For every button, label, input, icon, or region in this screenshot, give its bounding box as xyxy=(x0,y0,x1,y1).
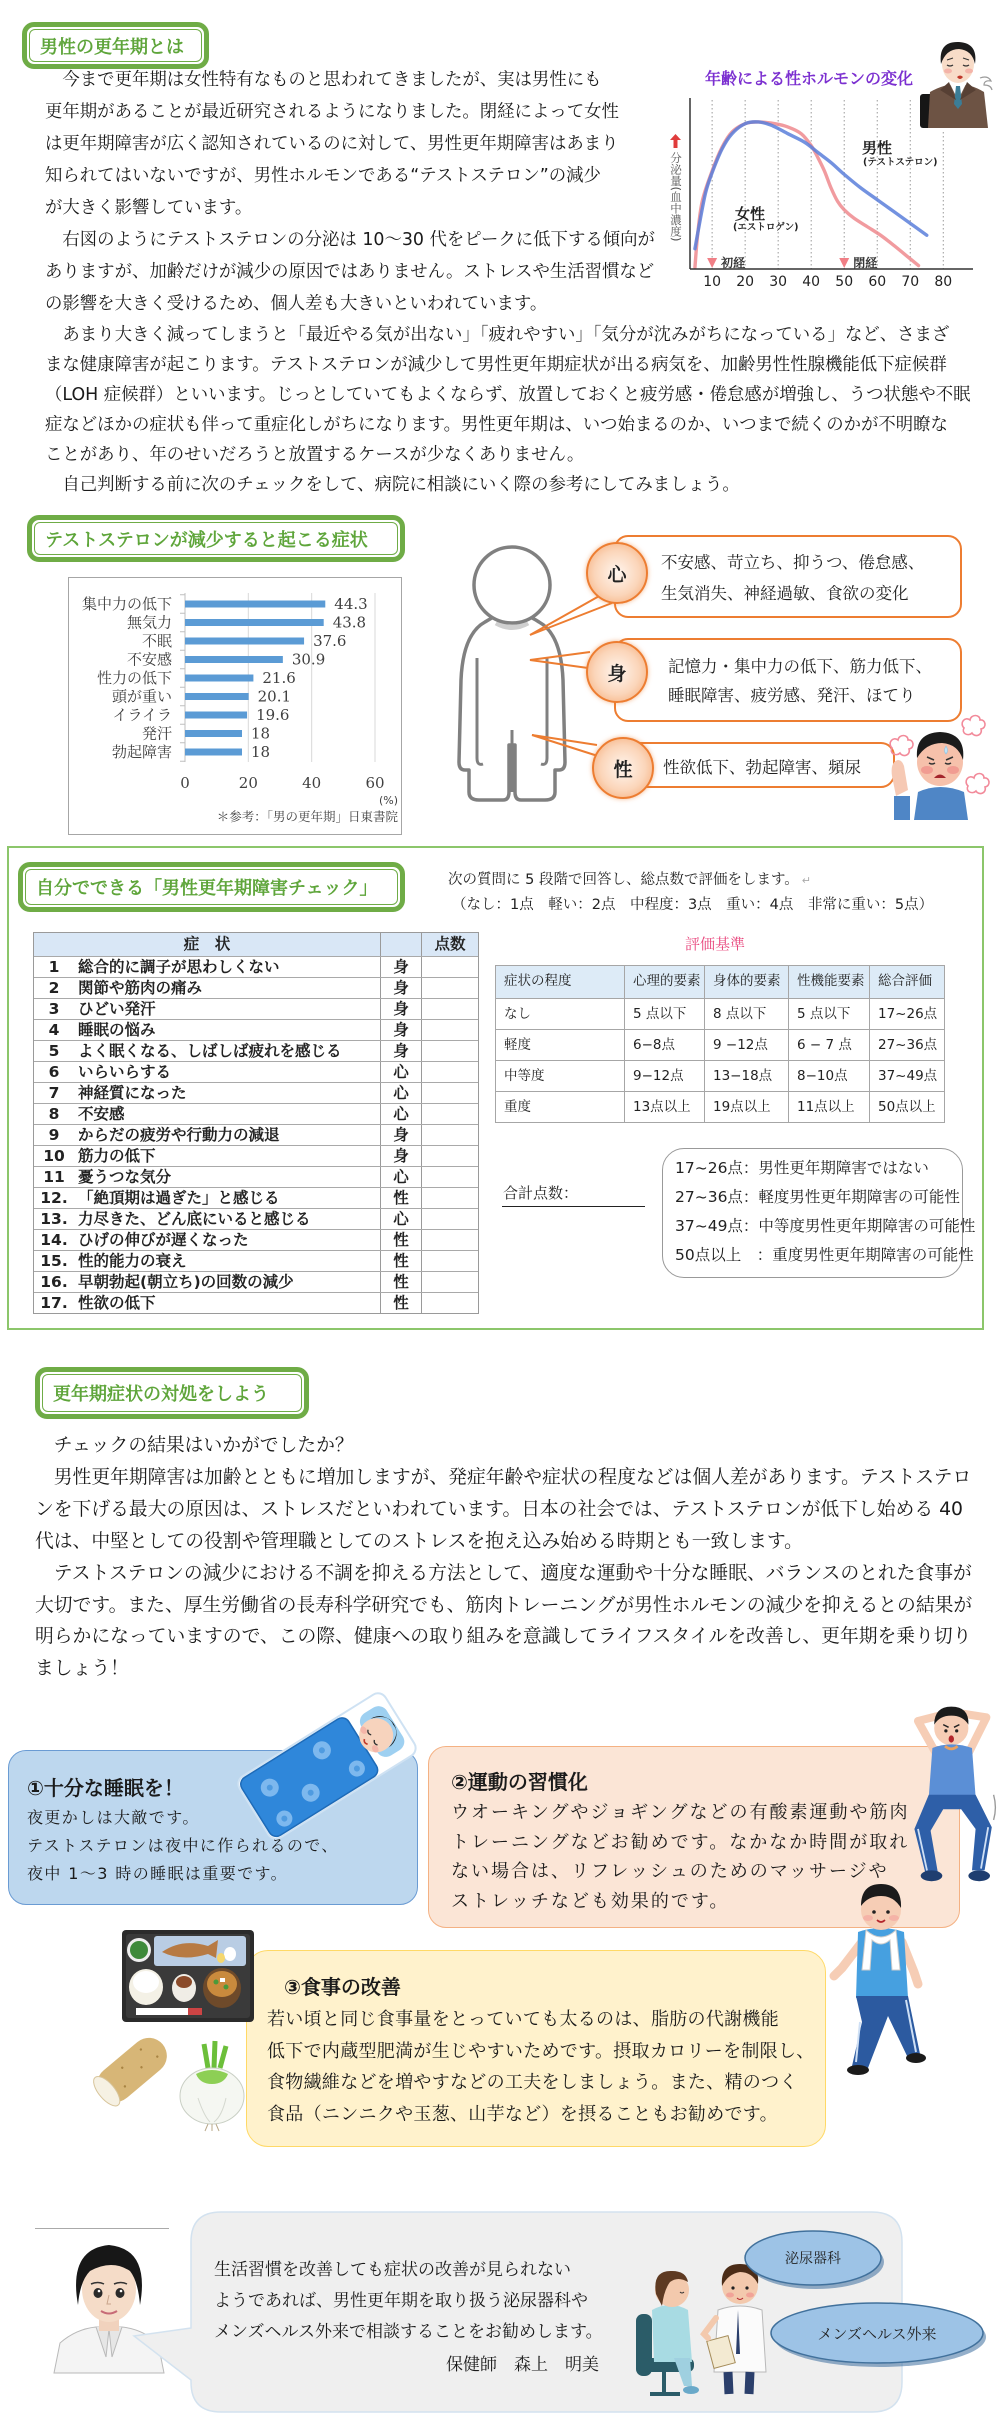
symptom-cell xyxy=(34,1041,380,1061)
text-line: 自己判断する前に次のチェックをして、病院に相談にいく際の参考にしてみましょう。 xyxy=(45,475,740,495)
text-line: 明らかになっていますので、この際、健康への取り組みを意識してライフスタイルを改善し、更年期を乗り切り xyxy=(35,1626,972,1648)
score-cell xyxy=(421,1020,478,1040)
category-circle-body xyxy=(586,641,648,703)
annotation-label: 閉経 xyxy=(853,256,878,270)
symptom-text-body xyxy=(668,652,932,710)
intro-paragraph-b xyxy=(45,320,971,500)
x-tick-label: 60 xyxy=(868,274,887,290)
row-number: 15. xyxy=(40,1252,68,1270)
section-header-text: 更年期症状の対処をしよう xyxy=(53,1384,269,1405)
category-cell: 心 xyxy=(380,1062,421,1082)
score-cell xyxy=(421,957,478,977)
x-tick-label: 80 xyxy=(934,274,953,290)
symptom-cell xyxy=(34,1293,380,1313)
section-header-text: 男性の更年期とは xyxy=(40,36,184,58)
bar xyxy=(185,749,242,756)
evaluation-row xyxy=(496,998,944,1029)
text-line: 右図のようにテストステロンの分泌は 10～30 代をピークに低下する傾向が xyxy=(45,230,655,250)
table-row xyxy=(34,1250,478,1271)
category-label: 発汗 xyxy=(141,724,172,743)
symptom-cell xyxy=(34,1062,380,1082)
symptom-text: ひげの伸びが遅くなった xyxy=(78,1231,249,1249)
symptom-text: 力尽きた、どん底にいると感じる xyxy=(78,1210,311,1228)
symptom-text: いらいらする xyxy=(78,1063,172,1081)
text-line: メンズヘルス外来で相談することをお勧めします。 xyxy=(214,2322,603,2342)
score-cell xyxy=(421,1230,478,1250)
psychological-cell: 13点以上 xyxy=(624,1092,704,1122)
score-cell xyxy=(421,1062,478,1082)
annotation-label: 初経 xyxy=(721,256,746,270)
table-row xyxy=(34,1061,478,1082)
evaluation-header: 総合評価 xyxy=(869,966,944,998)
data-label: 43.8 xyxy=(332,613,367,632)
symptom-text: 睡眠の悩み xyxy=(78,1021,156,1039)
table-row xyxy=(34,1187,478,1208)
symptom-cell xyxy=(34,1125,380,1145)
text-line: 生活習慣を改善しても症状の改善が見られない xyxy=(214,2260,571,2280)
x-tick-label: 0 xyxy=(180,774,190,792)
series-note-female: (エストロゲン) xyxy=(733,222,799,233)
table-row xyxy=(34,1019,478,1040)
symptom-cell xyxy=(34,1146,380,1166)
category-label: 不眠 xyxy=(141,632,172,650)
bar xyxy=(185,693,249,700)
score-cell xyxy=(421,1083,478,1103)
symptom-text: 関節や筋肉の痛み xyxy=(78,979,203,997)
text-line: 大切です。また、厚生労働省の長寿科学研究でも、筋肉トレーニングが男性ホルモンの減少を抑えるとの結果が xyxy=(35,1594,973,1616)
chart-marks xyxy=(695,100,952,290)
text-line: 若い頃と同じ食事量をとっていても太るのは、脂肪の代謝機能 xyxy=(267,2009,780,2030)
symptom-cell xyxy=(34,1167,380,1187)
symptom-cell xyxy=(34,1251,380,1271)
symptom-check-table xyxy=(33,932,479,1314)
symptom-text-sex xyxy=(663,753,861,783)
evaluation-body xyxy=(496,998,944,1122)
department-label-mens-health: メンズヘルス外来 xyxy=(817,2325,937,2343)
row-number: 13. xyxy=(40,1210,68,1228)
x-tick-label: 30 xyxy=(769,274,788,290)
category-cell: 身 xyxy=(380,1020,421,1040)
text-line: 代は、中堅としての役割や管理職としてのストレスを抱え込み始める時期とも一致します。 xyxy=(35,1530,803,1552)
category-cell: 身 xyxy=(380,999,421,1019)
onion-illustration xyxy=(168,2038,256,2132)
category-label: 性力の低下 xyxy=(96,669,172,687)
yam-illustration xyxy=(86,2028,178,2112)
section-header-text: テストステロンが減少すると起こる症状 xyxy=(45,529,368,551)
section-header-symptoms xyxy=(27,515,405,562)
text-line: 性欲低下、勃起障害、頻尿 xyxy=(663,758,861,777)
text-line: 食品（ニンニクや玉葱、山芋など）を摂ることもお勧めです。 xyxy=(267,2104,778,2126)
instruction-text: 次の質問に 5 段階で回答し、総点数で評価をします。 xyxy=(448,872,799,888)
symptom-text: 総合的に調子が思わしくない xyxy=(78,958,280,976)
data-label: 19.6 xyxy=(256,706,290,724)
category-label: イライラ xyxy=(112,706,172,724)
bar xyxy=(185,601,325,608)
text-line: の影響を大きく受けるため、個人差も大きいといわれています。 xyxy=(45,294,548,314)
body-outline xyxy=(459,613,565,800)
chart-marks xyxy=(82,593,385,792)
marker-triangle-icon xyxy=(707,258,717,268)
return-mark: ↵ xyxy=(801,874,812,887)
text-line: あまり大きく減ってしまうと「最近やる気が出ない」「疲れやすい」「気分が沈みがちになっている」など、さまざ xyxy=(45,325,950,345)
physical-cell: 13−18点 xyxy=(704,1061,788,1091)
table-header-row xyxy=(34,933,478,956)
category-key: 身 xyxy=(607,662,627,685)
category-key: 性 xyxy=(613,758,633,781)
score-cell xyxy=(421,999,478,1019)
score-cell xyxy=(421,1251,478,1271)
x-tick-label: 20 xyxy=(736,274,755,290)
symptom-bar-chart xyxy=(68,577,402,835)
section-header-male-menopause xyxy=(22,22,209,69)
table-row xyxy=(34,1082,478,1103)
table-row xyxy=(34,1229,478,1250)
text-line: 今まで更年期は女性特有なものと思われてきましたが、実は男性にも xyxy=(45,70,602,90)
row-number: 10 xyxy=(43,1147,65,1165)
evaluation-header: 身体的要素 xyxy=(704,966,788,998)
category-cell: 性 xyxy=(380,1188,421,1208)
category-cell: 身 xyxy=(380,1041,421,1061)
score-cell xyxy=(421,1104,478,1124)
category-cell: 身 xyxy=(380,957,421,977)
bar xyxy=(185,619,324,626)
table-row xyxy=(34,1040,478,1061)
table-row xyxy=(34,1208,478,1229)
overall-cell: 27~36点 xyxy=(869,1030,944,1060)
text-line: 睡眠障害、疲労感、発汗、ほてり xyxy=(668,686,916,705)
symptom-cell xyxy=(34,1104,380,1124)
bar xyxy=(185,656,283,663)
y-axis-label: 分泌量(血中濃度) xyxy=(669,152,683,242)
column-header-symptom: 症 状 xyxy=(183,935,231,953)
symptom-cell xyxy=(34,978,380,998)
symptom-cell xyxy=(34,1020,380,1040)
category-circle-sex xyxy=(592,737,654,799)
exercising-man-illustration xyxy=(909,1694,995,1888)
bar xyxy=(185,675,253,682)
text-line: は更年期障害が広く認知されているのに対して、男性更年期障害はあまり xyxy=(45,134,619,154)
x-tick-label: 40 xyxy=(802,274,821,290)
table-row xyxy=(34,998,478,1019)
text-line: チェックの結果はいかがでしたか？ xyxy=(35,1435,354,1456)
bento-meal-illustration xyxy=(122,1930,254,2022)
column-header-category xyxy=(380,933,421,956)
row-number: 8 xyxy=(48,1105,60,1123)
row-number: 17. xyxy=(40,1294,68,1312)
series-note-male: (テストステロン) xyxy=(863,157,938,168)
psychological-cell: 6−8点 xyxy=(624,1030,704,1060)
advice-signature: 保健師 森上 明美 xyxy=(446,2355,599,2375)
symptom-text: 性欲の低下 xyxy=(78,1294,156,1312)
table-row xyxy=(34,1124,478,1145)
marker-triangle-icon xyxy=(839,258,849,268)
row-number: 9 xyxy=(48,1126,60,1144)
category-cell: 心 xyxy=(380,1104,421,1124)
x-tick-label: 10 xyxy=(703,274,722,290)
x-tick-label: 40 xyxy=(302,774,322,792)
table-row xyxy=(34,1166,478,1187)
section-header-self-check xyxy=(18,862,405,912)
symptom-text: 「絶頂期は過ぎた」と感じる xyxy=(78,1189,280,1207)
text-line: ことがあり、年のせいだろうと放置するケースが少なくありません。 xyxy=(45,445,585,465)
table-row xyxy=(34,977,478,998)
symptom-cell xyxy=(34,1083,380,1103)
walking-man-illustration xyxy=(822,1872,928,2076)
section-header-coping xyxy=(35,1367,309,1419)
sleeping-person-illustration xyxy=(245,1700,417,1820)
category-key: 心 xyxy=(607,563,627,586)
result-line: 27~36点：軽度男性更年期障害の可能性 xyxy=(675,1188,960,1206)
score-cell xyxy=(421,1146,478,1166)
table-body xyxy=(34,956,478,1313)
row-number: 4 xyxy=(48,1021,60,1039)
physical-cell: 8 点以下 xyxy=(704,999,788,1029)
text-line: 食物繊維などを増やすなどの工夫をしましょう。また、精のつく xyxy=(267,2072,798,2094)
evaluation-header-row xyxy=(496,966,944,998)
sexual-function-cell: 8−10点 xyxy=(788,1061,869,1091)
severity-cell: 中等度 xyxy=(504,1068,545,1084)
category-label: 頭が重い xyxy=(111,687,172,706)
bar xyxy=(185,730,242,737)
symptom-text: からだの疲労や行動力の減退 xyxy=(78,1126,280,1144)
text-line: 記憶力・集中力の低下、筋力低下、 xyxy=(668,657,932,676)
symptom-cell xyxy=(34,1188,380,1208)
row-number: 6 xyxy=(48,1063,60,1081)
category-label: 勃起障害 xyxy=(111,743,172,761)
text-line: 夜更かしは大敵です。 xyxy=(27,1808,200,1827)
text-line: ようであれば、男性更年期を取り扱う泌尿器科や xyxy=(214,2291,588,2311)
overall-cell: 17~26点 xyxy=(869,999,944,1029)
table-row xyxy=(34,1292,478,1313)
tip-diet-text xyxy=(267,2004,815,2131)
text-line: ない場合は、リフレッシュのためのマッサージや xyxy=(451,1861,889,1882)
section-header-text: 自分でできる「男性更年期障害チェック」 xyxy=(36,878,378,899)
intro-paragraph-a xyxy=(45,64,655,320)
category-cell: 身 xyxy=(380,978,421,998)
symptom-text: 早朝勃起(朝立ち)の回数の減少 xyxy=(78,1273,294,1291)
severity-cell: 軽度 xyxy=(504,1037,531,1053)
score-cell xyxy=(421,1209,478,1229)
evaluation-title: 評価基準 xyxy=(684,935,745,953)
severity-cell: 重度 xyxy=(504,1099,531,1115)
tip-diet-title: ③食事の改善 xyxy=(284,1975,401,1999)
row-number: 12. xyxy=(40,1189,68,1207)
tip-exercise-title: ②運動の習慣化 xyxy=(451,1770,588,1794)
evaluation-header: 性機能要素 xyxy=(788,966,869,998)
psychological-cell: 5 点以下 xyxy=(624,999,704,1029)
text-line: 夜中 1～3 時の睡眠は重要です。 xyxy=(27,1864,289,1883)
symptom-cell xyxy=(34,999,380,1019)
tired-businessman-illustration xyxy=(918,34,998,130)
result-line: 17~26点：男性更年期障害ではない xyxy=(675,1159,929,1177)
symptom-text: 神経質になった xyxy=(78,1084,187,1102)
data-label: 44.3 xyxy=(334,595,368,613)
department-ovals xyxy=(740,2225,1000,2375)
symptom-text: 筋力の低下 xyxy=(78,1147,156,1165)
x-tick-label: 20 xyxy=(238,774,258,792)
text-line: ウオーキングやジョギングなどの有酸素運動や筋肉 xyxy=(451,1802,910,1823)
category-cell: 心 xyxy=(380,1167,421,1187)
score-cell xyxy=(421,1188,478,1208)
data-label: 30.9 xyxy=(291,650,326,669)
table-row xyxy=(34,1145,478,1166)
score-cell xyxy=(421,1293,478,1313)
result-line: 37~49点：中等度男性更年期障害の可能性 xyxy=(675,1217,976,1235)
head-outline xyxy=(474,547,550,623)
category-cell: 身 xyxy=(380,1146,421,1166)
text-line: 生気消失、神経過敏、食欲の変化 xyxy=(661,584,909,603)
row-number: 3 xyxy=(48,1000,60,1018)
text-line: 更年期があることが最近研究されるようになりました。閉経によって女性 xyxy=(45,102,619,122)
data-label: 18 xyxy=(251,743,271,761)
symptom-text: ひどい発汗 xyxy=(78,1000,156,1018)
category-cell: 性 xyxy=(380,1272,421,1292)
sexual-function-cell: 11点以上 xyxy=(788,1092,869,1122)
row-number: 7 xyxy=(48,1084,60,1102)
text-line: 不安感、苛立ち、抑うつ、倦怠感、 xyxy=(661,553,925,572)
data-label: 18 xyxy=(251,724,271,743)
series-label-female: 女性 xyxy=(735,205,766,223)
total-score-label: 合計点数： xyxy=(503,1184,579,1202)
total-score-blank xyxy=(502,1206,645,1207)
physical-cell: 19点以上 xyxy=(704,1092,788,1122)
chart-source-note: ＊参考：「男の更年期」日東書院 xyxy=(216,809,398,824)
evaluation-row xyxy=(496,1060,944,1091)
category-label: 集中力の低下 xyxy=(81,595,172,613)
row-number: 1 xyxy=(48,958,60,976)
category-cell: 身 xyxy=(380,1125,421,1145)
score-cell xyxy=(421,1041,478,1061)
evaluation-row xyxy=(496,1091,944,1122)
x-tick-label: 60 xyxy=(365,774,385,792)
x-tick-label: 70 xyxy=(901,274,920,290)
category-cell: 性 xyxy=(380,1293,421,1313)
symptom-text-mind xyxy=(661,547,924,609)
symptom-text: 性的能力の衰え xyxy=(78,1252,187,1270)
table-row xyxy=(34,956,478,977)
overall-cell: 50点以上 xyxy=(869,1092,944,1122)
category-cell: 心 xyxy=(380,1083,421,1103)
evaluation-row xyxy=(496,1029,944,1060)
text-line: まな健康障害が起こります。テストステロンが減少して男性更年期症状が出る病気を、加齢男性性腺機能低下症候群 xyxy=(45,355,947,375)
row-number: 11 xyxy=(43,1168,65,1186)
symptom-text: よく眠くなる、しばしば疲れを感じる xyxy=(78,1042,342,1060)
advice-text xyxy=(214,2255,603,2348)
symptom-cell xyxy=(34,1272,380,1292)
up-arrow-icon xyxy=(670,134,681,148)
symptom-cell xyxy=(34,1230,380,1250)
psychological-cell: 9−12点 xyxy=(624,1061,704,1091)
symptom-cell xyxy=(34,1209,380,1229)
evaluation-header: 症状の程度 xyxy=(504,973,572,989)
symptom-text: 憂うつな気分 xyxy=(78,1168,172,1186)
bar xyxy=(185,712,247,719)
category-label: 不安感 xyxy=(126,650,172,669)
result-line: 50点以上 ：重度男性更年期障害の可能性 xyxy=(675,1246,974,1264)
sweating-man-illustration xyxy=(884,716,986,820)
text-line: が大きく影響しています。 xyxy=(45,198,253,218)
symptom-text: 不安感 xyxy=(78,1105,125,1123)
data-label: 20.1 xyxy=(257,687,292,706)
x-tick-label: 50 xyxy=(835,274,854,290)
text-line: 知られてはいないですが、男性ホルモンである“テストステロン”の減少 xyxy=(45,166,601,186)
table-row xyxy=(34,1103,478,1124)
row-number: 2 xyxy=(48,979,60,997)
column-header-score: 点数 xyxy=(421,933,478,956)
text-line: （LOH 症候群）といいます。じっとしていてもよくならず、放置しておくと疲労感・倦怠感が増強し、うつ状態や不眠 xyxy=(45,385,971,405)
category-label: 無気力 xyxy=(126,613,172,632)
category-cell: 性 xyxy=(380,1251,421,1271)
physical-cell: 9 −12点 xyxy=(704,1030,788,1060)
row-number: 5 xyxy=(48,1042,60,1060)
coping-paragraph xyxy=(35,1430,972,1685)
score-cell xyxy=(421,1272,478,1292)
text-line: 低下で内蔵型肥満が生じやすいためです。摂取カロリーを制限し、 xyxy=(267,2040,815,2062)
overall-cell: 37~49点 xyxy=(869,1061,944,1091)
text-line: テストステロンの減少における不調を抑える方法として、適度な運動や十分な睡眠、バランスのとれた食事が xyxy=(35,1562,972,1584)
row-number: 14. xyxy=(40,1231,68,1249)
check-instruction xyxy=(448,868,811,889)
table-row xyxy=(34,1271,478,1292)
category-cell: 性 xyxy=(380,1230,421,1250)
data-label: 37.6 xyxy=(313,632,347,650)
series-label-male: 男性 xyxy=(862,139,893,157)
text-line: ンを下げる最大の原因は、ストレスだといわれています。日本の社会では、テストステロンが低下し始める 40 xyxy=(35,1498,963,1520)
text-line: ましょう！ xyxy=(35,1658,129,1680)
text-line: ありますが、加齢だけが減少の原因ではありません。ストレスや生活習慣など xyxy=(45,262,655,282)
symptom-cell xyxy=(34,957,380,977)
text-line: 男性更年期障害は加齢とともに増加しますが、発症年齢や症状の程度などは個人差があります。テストステロ xyxy=(35,1466,972,1488)
score-cell xyxy=(421,1125,478,1145)
text-line: テストステロンは夜中に作られるので、 xyxy=(27,1836,339,1855)
evaluation-header: 心理的要素 xyxy=(624,966,704,998)
text-line: ストレッチなども効果的です。 xyxy=(451,1890,730,1912)
result-interpretation-box xyxy=(662,1148,976,1278)
data-label: 21.6 xyxy=(262,669,296,687)
category-circle-mind xyxy=(586,542,648,604)
tip-sleep-title: ①十分な睡眠を！ xyxy=(27,1776,184,1800)
evaluation-table xyxy=(495,965,945,1123)
sexual-function-cell: 5 点以下 xyxy=(788,999,869,1029)
sexual-function-cell: 6 − 7 点 xyxy=(788,1030,869,1060)
bar xyxy=(185,638,304,645)
category-cell: 心 xyxy=(380,1209,421,1229)
score-cell xyxy=(421,1167,478,1187)
department-label-urology: 泌尿器科 xyxy=(785,2251,841,2267)
text-line: トレーニングなどお勧めです。なかなか時間が取れ xyxy=(451,1831,910,1853)
row-number: 16. xyxy=(40,1273,68,1291)
x-axis-unit: (%) xyxy=(378,794,398,807)
score-cell xyxy=(421,978,478,998)
chart-title: 年齢による性ホルモンの変化 xyxy=(705,69,914,88)
text-line: 症などほかの症状も伴って重症化しがちになります。男性更年期は、いつ始まるのか、いつまで続くのかが不明瞭な xyxy=(45,415,948,435)
severity-cell: なし xyxy=(504,1006,531,1022)
check-scoring-scale: （なし：1点 軽い：2点 中程度：3点 重い：4点 非常に重い：5点） xyxy=(452,897,934,913)
